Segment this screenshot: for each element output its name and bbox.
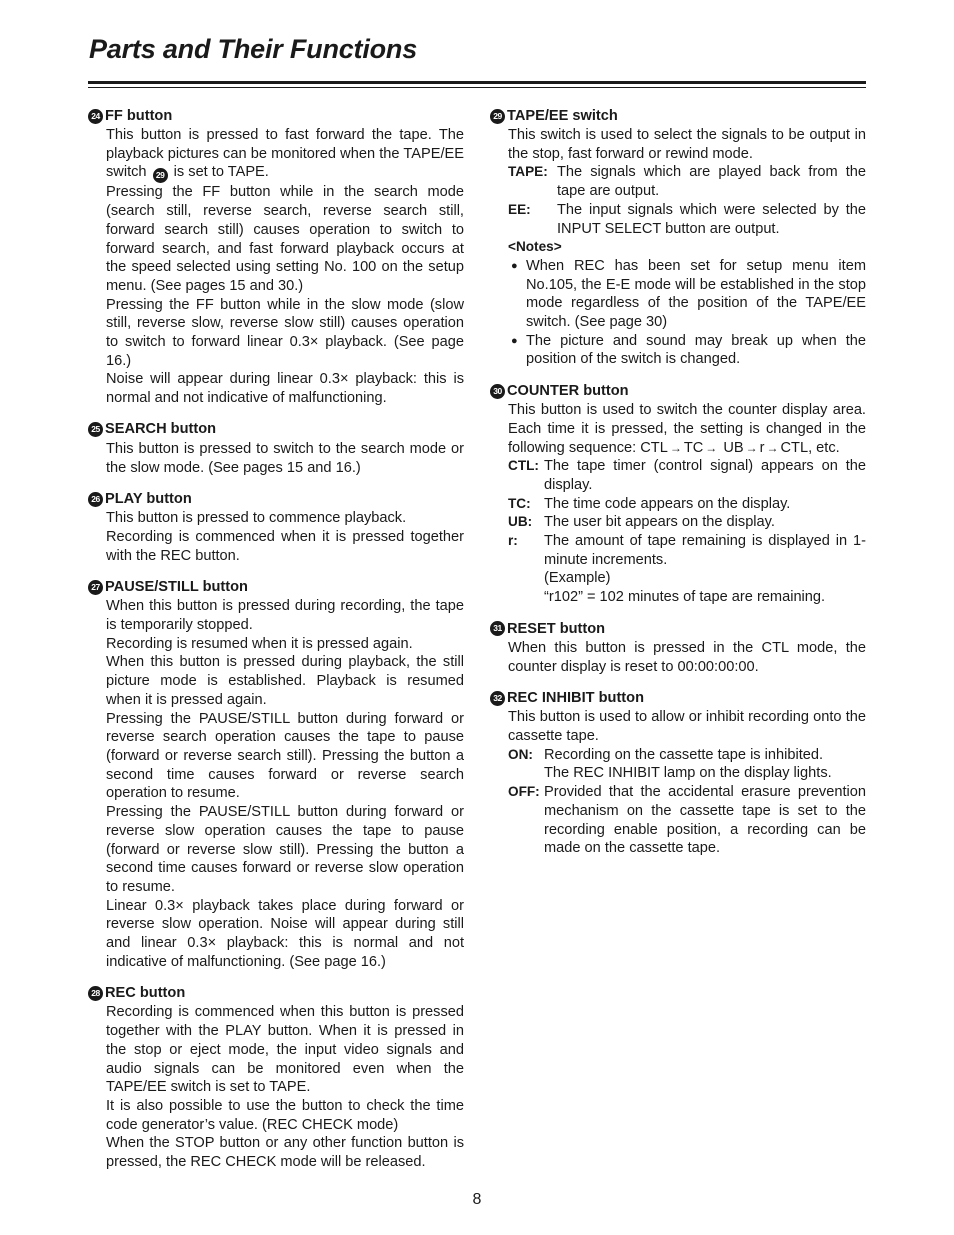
paragraph: Pressing the FF button while in the search mode (search still, reverse search, reverse search still, forward search still) causes operation to switch to forward search, and fast forward playback occurs at the speed selected using setting No. 100 on the setup menu. (See pages 15 and 30.) (106, 184, 464, 294)
item-title: PLAY button (105, 490, 192, 507)
definition-ub (508, 513, 866, 532)
item-number-badge: 25 (88, 422, 103, 437)
item-ff-button (88, 106, 464, 408)
left-column (88, 106, 464, 1184)
definition-tape (508, 163, 866, 200)
item-play-button (88, 489, 464, 565)
definition-ctl (508, 457, 866, 494)
definition-text: The signals which are played back from the tape are output. (557, 164, 866, 200)
paragraph: Recording is commenced when this button is pressed together with the PLAY button. When it is pressed in the stop or eject mode, the input video signals and audio signals can be monitored even when the TAPE/EE switch is set to TAPE. (106, 1004, 464, 1096)
definition-tc (508, 495, 866, 514)
arrow-right-icon: → (766, 440, 779, 455)
item-number-badge: 26 (88, 492, 103, 507)
note-item (511, 332, 866, 369)
paragraph: Pressing the FF button while in the slow mode (slow still, reverse slow, reverse slow still) causes operation to switch to forward linear 0.3× playback. (See page 16.) (106, 296, 464, 369)
item-reset-button (490, 619, 866, 676)
item-heading (88, 489, 464, 509)
header-rule-thin (88, 87, 866, 88)
paragraph: This button is pressed to commence playback. (106, 510, 407, 527)
item-rec-inhibit-button (490, 688, 866, 858)
page-title: Parts and Their Functions (89, 34, 418, 64)
notes-label: <Notes> (508, 239, 562, 255)
item-heading (490, 688, 866, 708)
definition-text: The tape timer (control signal) appears on the display. (544, 458, 866, 493)
definition-term: EE: (508, 201, 531, 217)
paragraph: This switch is used to select the signals to be output in the stop, fast forward or rewind mode. (508, 127, 866, 162)
paragraph: This button is pressed to fast forward the tape. The playback pictures can be monitored when the TAPE/EE switch 29 is set to TAPE. (106, 126, 464, 183)
arrow-right-icon: → (669, 440, 682, 455)
item-number-badge: 32 (490, 691, 505, 706)
definition-text: The time code appears on the display. (544, 495, 791, 512)
paragraph: This button is used to switch the counter display area. Each time it is pressed, the setting is changed in the following sequence: CTL → TC → UB → r → CTL, etc. (508, 402, 866, 456)
paragraph: Linear 0.3× playback takes place during forward or reverse slow operation. Noise will appear during still and linear 0.3× playback: this is normal and not indicative of malfunctioning. (See page 16.) (106, 897, 464, 970)
paragraph: When this button is pressed in the CTL mode, the counter display is reset to 00:00:00:00. (508, 639, 866, 675)
paragraph: This button is used to allow or inhibit recording onto the cassette tape. (508, 709, 866, 744)
definition-r (508, 532, 866, 607)
item-title: TAPE/EE switch (507, 107, 618, 124)
item-tape-ee-switch (490, 106, 866, 369)
item-title: SEARCH button (105, 421, 217, 438)
note-text: When REC has been set for setup menu item No.105, the E-E mode will be established in the stop mode regardless of the position of the TAPE/EE switch. (See page 30) (526, 257, 866, 331)
bullet-icon: ● (511, 259, 518, 272)
example-text: “r102” = 102 minutes of tape are remaining. (544, 589, 826, 606)
note-item (511, 257, 866, 332)
item-search-button (88, 420, 464, 477)
item-title: COUNTER button (507, 382, 629, 399)
item-title: REC INHIBIT button (507, 689, 644, 706)
paragraph: When this button is pressed during recording, the tape is temporarily stopped. (106, 598, 464, 634)
definition-term: OFF: (508, 784, 540, 800)
definition-term: UB: (508, 514, 533, 530)
item-counter-button (490, 381, 866, 607)
item-pause-still-button (88, 577, 464, 971)
item-title: RESET button (507, 620, 606, 637)
example-label: (Example) (544, 570, 611, 587)
paragraph: Recording is commenced when it is pressed together with the REC button. (106, 528, 464, 564)
definition-text: The amount of tape remaining is displayed in 1-minute increments. (544, 533, 866, 568)
paragraph: It is also possible to use the button to check the time code generator’s value. (REC CHECK mode) (106, 1097, 464, 1133)
paragraph: When this button is pressed during playback, the still picture mode is established. Playback is resumed when it is pressed again. (106, 654, 464, 708)
note-text: The picture and sound may break up when the position of the switch is changed. (526, 332, 866, 368)
paragraph: Recording is resumed when it is pressed again. (106, 635, 413, 652)
arrow-right-icon: → (745, 440, 758, 455)
item-number-badge: 30 (490, 384, 505, 399)
definition-term: TC: (508, 495, 531, 511)
item-title: FF button (105, 107, 173, 124)
definition-text: Provided that the accidental erasure prevention mechanism on the cassette tape is set to the recording enable position, a recording can be made on the cassette tape. (544, 784, 866, 857)
definition-text: The input signals which were selected by the INPUT SELECT button are output. (557, 201, 866, 237)
definition-off (508, 783, 866, 858)
paragraph: Noise will appear during linear 0.3× playback: this is normal and not indicative of malfunctioning. (106, 371, 464, 407)
item-number-badge: 27 (88, 580, 103, 595)
item-heading (88, 106, 464, 126)
item-number-badge: 31 (490, 621, 505, 636)
definition-ee (508, 201, 866, 238)
definition-term: CTL: (508, 458, 539, 474)
page-number: 8 (472, 1191, 482, 1208)
paragraph: Pressing the PAUSE/STILL button during forward or reverse slow operation causes the tape to pause (forward or reverse slow still). Pressing the button a second time causes forward or reverse slow operation to resume. (106, 804, 464, 895)
item-heading (88, 420, 464, 440)
arrow-right-icon: → (705, 440, 718, 455)
paragraph: This button is pressed to switch to the search mode or the slow mode. (See pages 15 and 16.) (106, 440, 464, 476)
definition-text: The user bit appears on the display. (544, 514, 775, 531)
item-title: PAUSE/STILL button (105, 579, 248, 595)
item-title: REC button (105, 985, 186, 1002)
item-heading (490, 106, 866, 126)
paragraph: Pressing the PAUSE/STILL button during forward or reverse search operation causes the tape to pause (forward or reverse search still). Pressing the button a second time causes forward or reverse search operation to resume. (106, 710, 464, 802)
definition-term: r: (508, 533, 518, 549)
item-heading (88, 577, 464, 597)
definition-term: ON: (508, 746, 533, 762)
item-number-badge: 29 (490, 109, 505, 124)
item-heading (490, 619, 866, 639)
definition-on (508, 746, 866, 783)
definition-term: TAPE: (508, 164, 548, 180)
header-rule-thick (88, 81, 866, 84)
item-heading (88, 983, 464, 1003)
right-column (490, 106, 866, 870)
item-heading (490, 381, 866, 401)
definition-text: Recording on the cassette tape is inhibited. (544, 746, 824, 763)
item-number-badge: 24 (88, 109, 103, 124)
item-number-badge: 28 (88, 986, 103, 1001)
definition-text: The REC INHIBIT lamp on the display lights. (544, 765, 832, 782)
reference-number-badge: 29 (153, 168, 168, 183)
item-rec-button (88, 983, 464, 1171)
bullet-icon: ● (511, 334, 518, 347)
paragraph: When the STOP button or any other function button is pressed, the REC CHECK mode will be released. (106, 1135, 464, 1171)
